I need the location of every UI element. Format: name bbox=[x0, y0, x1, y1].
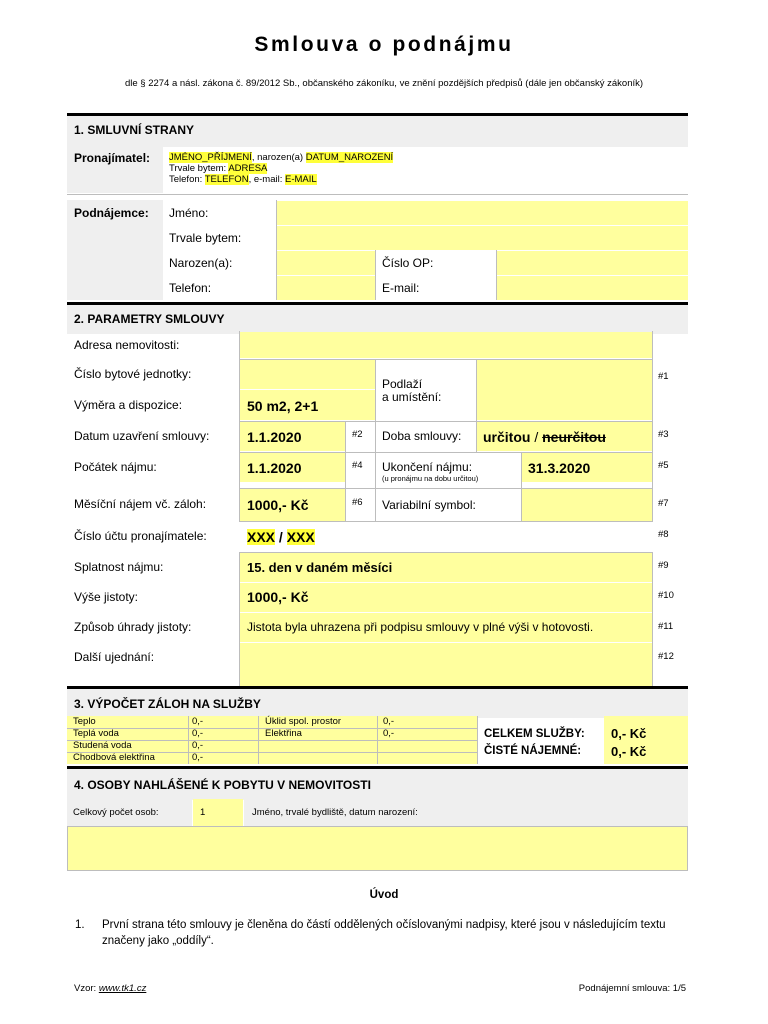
intro-item-text-1: První strana této smlouvy je členěna do částí oddělených očíslovanými nadpisy, které jsou v následujícím textu bbox=[102, 919, 666, 931]
divider bbox=[521, 452, 522, 522]
service-value[interactable]: 0,- bbox=[192, 716, 204, 727]
landlord-email[interactable]: E-MAIL bbox=[285, 174, 317, 185]
ref-5: #5 bbox=[658, 460, 669, 471]
contract-date-label: Datum uzavření smlouvy: bbox=[74, 429, 210, 443]
tenant-born-label: Narozen(a): bbox=[169, 256, 233, 270]
intro-item-text-2: značeny jako „oddíly“. bbox=[102, 935, 214, 947]
rent-label: Měsíční nájem vč. záloh: bbox=[74, 497, 207, 511]
ref-9: #9 bbox=[658, 560, 669, 571]
persons-count-label: Celkový počet osob: bbox=[73, 807, 159, 818]
due-label: Splatnost nájmu: bbox=[74, 560, 164, 574]
landlord-line-3 bbox=[169, 174, 317, 185]
residence-label: Trvale bytem: bbox=[169, 163, 229, 174]
end-note: (u pronájmu na dobu určitou) bbox=[382, 474, 479, 483]
net-rent-value: 0,- Kč bbox=[611, 744, 647, 759]
landlord-birth-date[interactable]: DATUM_NAROZENÍ bbox=[305, 152, 394, 163]
tenant-email-label: E-mail: bbox=[382, 281, 420, 295]
account-value[interactable] bbox=[247, 529, 315, 545]
area-label: Výměra a dispozice: bbox=[74, 398, 183, 412]
document-title: Smlouva o podnájmu bbox=[254, 33, 514, 56]
floor-label-2: a umístění: bbox=[382, 390, 442, 404]
ref-1: #1 bbox=[658, 371, 669, 382]
divider bbox=[496, 250, 497, 300]
total-services-value: 0,- Kč bbox=[611, 726, 647, 741]
ref-8: #8 bbox=[658, 529, 669, 540]
divider bbox=[375, 421, 376, 522]
service-name: Teplá voda bbox=[73, 728, 119, 739]
landlord-line-1 bbox=[169, 152, 393, 163]
divider bbox=[476, 359, 477, 421]
divider bbox=[652, 552, 653, 688]
deposit-method-label: Způsob úhrady jistoty: bbox=[74, 620, 192, 634]
born-text: , narozen(a) bbox=[251, 152, 306, 163]
service-value[interactable]: 0,- bbox=[192, 728, 204, 739]
floor-field[interactable] bbox=[477, 360, 652, 420]
landlord-phone[interactable]: TELEFON bbox=[204, 174, 249, 185]
landlord-label: Pronajímatel: bbox=[74, 151, 151, 165]
persons-list-label: Jméno, trvalé bydliště, datum narození: bbox=[252, 807, 418, 818]
variable-symbol-field[interactable] bbox=[522, 489, 652, 521]
divider bbox=[67, 194, 688, 195]
ref-4: #4 bbox=[352, 460, 363, 471]
persons-count-value: 1 bbox=[200, 807, 206, 818]
section-1-title: 1. SMLUVNÍ STRANY bbox=[74, 123, 195, 137]
intro-heading: Úvod bbox=[369, 889, 399, 901]
term-selected: určitou bbox=[483, 429, 531, 445]
tenant-label: Podnájemce: bbox=[74, 206, 149, 220]
other-label: Další ujednání: bbox=[74, 650, 155, 664]
divider bbox=[345, 421, 346, 522]
area-value: 50 m2, 2+1 bbox=[247, 398, 319, 414]
rent-value: 1000,- Kč bbox=[247, 497, 309, 513]
total-services-label: CELKEM SLUŽBY: bbox=[484, 728, 585, 740]
deposit-value: 1000,- Kč bbox=[247, 589, 309, 605]
unit-label: Číslo bytové jednotky: bbox=[74, 367, 192, 381]
tenant-name-label: Jméno: bbox=[169, 206, 209, 220]
service-row bbox=[73, 740, 132, 751]
deposit-method-value: Jistota byla uhrazena při podpisu smlouvy v plné výši v hotovosti. bbox=[247, 620, 594, 634]
footer-link[interactable]: www.tk1.cz bbox=[98, 983, 147, 994]
address-label: Adresa nemovitosti: bbox=[74, 338, 180, 352]
intro-item-number: 1. bbox=[75, 919, 85, 931]
divider bbox=[375, 359, 376, 421]
term-separator: / bbox=[530, 429, 543, 445]
divider bbox=[258, 716, 259, 764]
tenant-phone-field[interactable] bbox=[277, 276, 375, 300]
divider bbox=[240, 452, 652, 453]
ref-7: #7 bbox=[658, 498, 669, 509]
ref-3: #3 bbox=[658, 429, 669, 440]
service-row bbox=[73, 728, 119, 739]
ref-2: #2 bbox=[352, 429, 363, 440]
section-4-title: 4. OSOBY NAHLÁŠENÉ K POBYTU V NEMOVITOSTI bbox=[74, 778, 371, 792]
ref-11: #11 bbox=[658, 621, 674, 632]
net-rent-label: ČISTÉ NÁJEMNÉ: bbox=[484, 745, 582, 757]
term-struck: neurčitou bbox=[542, 429, 606, 445]
divider bbox=[476, 421, 477, 452]
service-name: Elektřina bbox=[265, 728, 302, 739]
ref-6: #6 bbox=[352, 497, 363, 508]
tenant-phone-label: Telefon: bbox=[169, 281, 212, 295]
unit-number-field[interactable] bbox=[240, 360, 375, 389]
persons-list-field[interactable] bbox=[67, 826, 688, 871]
deposit-label: Výše jistoty: bbox=[74, 590, 139, 604]
service-row bbox=[73, 752, 155, 763]
service-name: Studená voda bbox=[73, 740, 132, 751]
service-name: Teplo bbox=[73, 716, 96, 727]
footer-page: Podnájemní smlouva: 1/5 bbox=[578, 983, 686, 994]
footer-template-label: Vzor: bbox=[74, 983, 99, 994]
service-row bbox=[73, 716, 96, 727]
contract-date-value: 1.1.2020 bbox=[247, 429, 302, 445]
divider bbox=[239, 552, 240, 688]
divider bbox=[240, 552, 652, 553]
section-2-title: 2. PARAMETRY SMLOUVY bbox=[74, 312, 225, 326]
divider bbox=[276, 200, 277, 300]
start-label: Počátek nájmu: bbox=[74, 460, 157, 474]
phone-label: Telefon: bbox=[169, 174, 205, 185]
service-value[interactable]: 0,- bbox=[383, 728, 395, 739]
divider bbox=[240, 488, 652, 489]
tenant-id-field[interactable] bbox=[497, 251, 688, 275]
tenant-residence-label: Trvale bytem: bbox=[169, 231, 242, 245]
vs-label: Variabilní symbol: bbox=[382, 498, 476, 512]
divider bbox=[240, 359, 652, 360]
service-name: Úklid spol. prostor bbox=[265, 716, 342, 727]
service-name: Chodbová elektřina bbox=[73, 752, 155, 763]
bank-code[interactable]: XXX bbox=[286, 529, 315, 545]
service-value[interactable]: 0,- bbox=[383, 716, 395, 727]
tenant-born-field[interactable] bbox=[277, 251, 375, 275]
section-3-title: 3. VÝPOČET ZÁLOH NA SLUŽBY bbox=[74, 697, 261, 711]
due-value: 15. den v daném měsíci bbox=[247, 560, 393, 575]
divider bbox=[652, 331, 653, 522]
property-address-field[interactable] bbox=[240, 332, 652, 358]
tenant-email-field[interactable] bbox=[497, 276, 688, 300]
email-label: , e-mail: bbox=[248, 174, 285, 185]
divider bbox=[377, 716, 378, 764]
start-date-value: 1.1.2020 bbox=[247, 460, 302, 476]
landlord-line-2 bbox=[169, 163, 267, 174]
divider bbox=[188, 716, 189, 764]
service-value[interactable]: 0,- bbox=[192, 752, 204, 763]
other-terms-field[interactable] bbox=[240, 643, 652, 687]
floor-label-1: Podlaží bbox=[382, 377, 423, 391]
ref-10: #10 bbox=[658, 590, 674, 601]
term-label: Doba smlouvy: bbox=[382, 429, 462, 443]
landlord-address[interactable]: ADRESA bbox=[228, 163, 268, 174]
account-number[interactable]: XXX bbox=[247, 529, 276, 545]
divider bbox=[240, 521, 652, 522]
landlord-name[interactable]: JMÉNO_PŘÍJMENÍ bbox=[169, 152, 252, 163]
divider bbox=[375, 250, 376, 300]
term-value bbox=[483, 429, 606, 445]
tenant-residence-field[interactable] bbox=[277, 226, 688, 250]
divider bbox=[477, 716, 478, 764]
account-label: Číslo účtu pronajímatele: bbox=[74, 529, 207, 543]
end-date-value: 31.3.2020 bbox=[528, 460, 591, 476]
document-subtitle: dle § 2274 a násl. zákona č. 89/2012 Sb., občanského zákoníku, ve znění pozdějších předpisů (dále jen občanský zákoník) bbox=[124, 78, 644, 89]
tenant-name-field[interactable] bbox=[277, 201, 688, 225]
service-value[interactable]: 0,- bbox=[192, 740, 204, 751]
footer-template bbox=[74, 983, 146, 994]
ref-12: #12 bbox=[658, 651, 674, 662]
end-label: Ukončení nájmu: bbox=[382, 460, 473, 474]
tenant-id-label: Číslo OP: bbox=[382, 256, 434, 270]
divider bbox=[240, 421, 652, 422]
account-separator: / bbox=[275, 529, 287, 545]
